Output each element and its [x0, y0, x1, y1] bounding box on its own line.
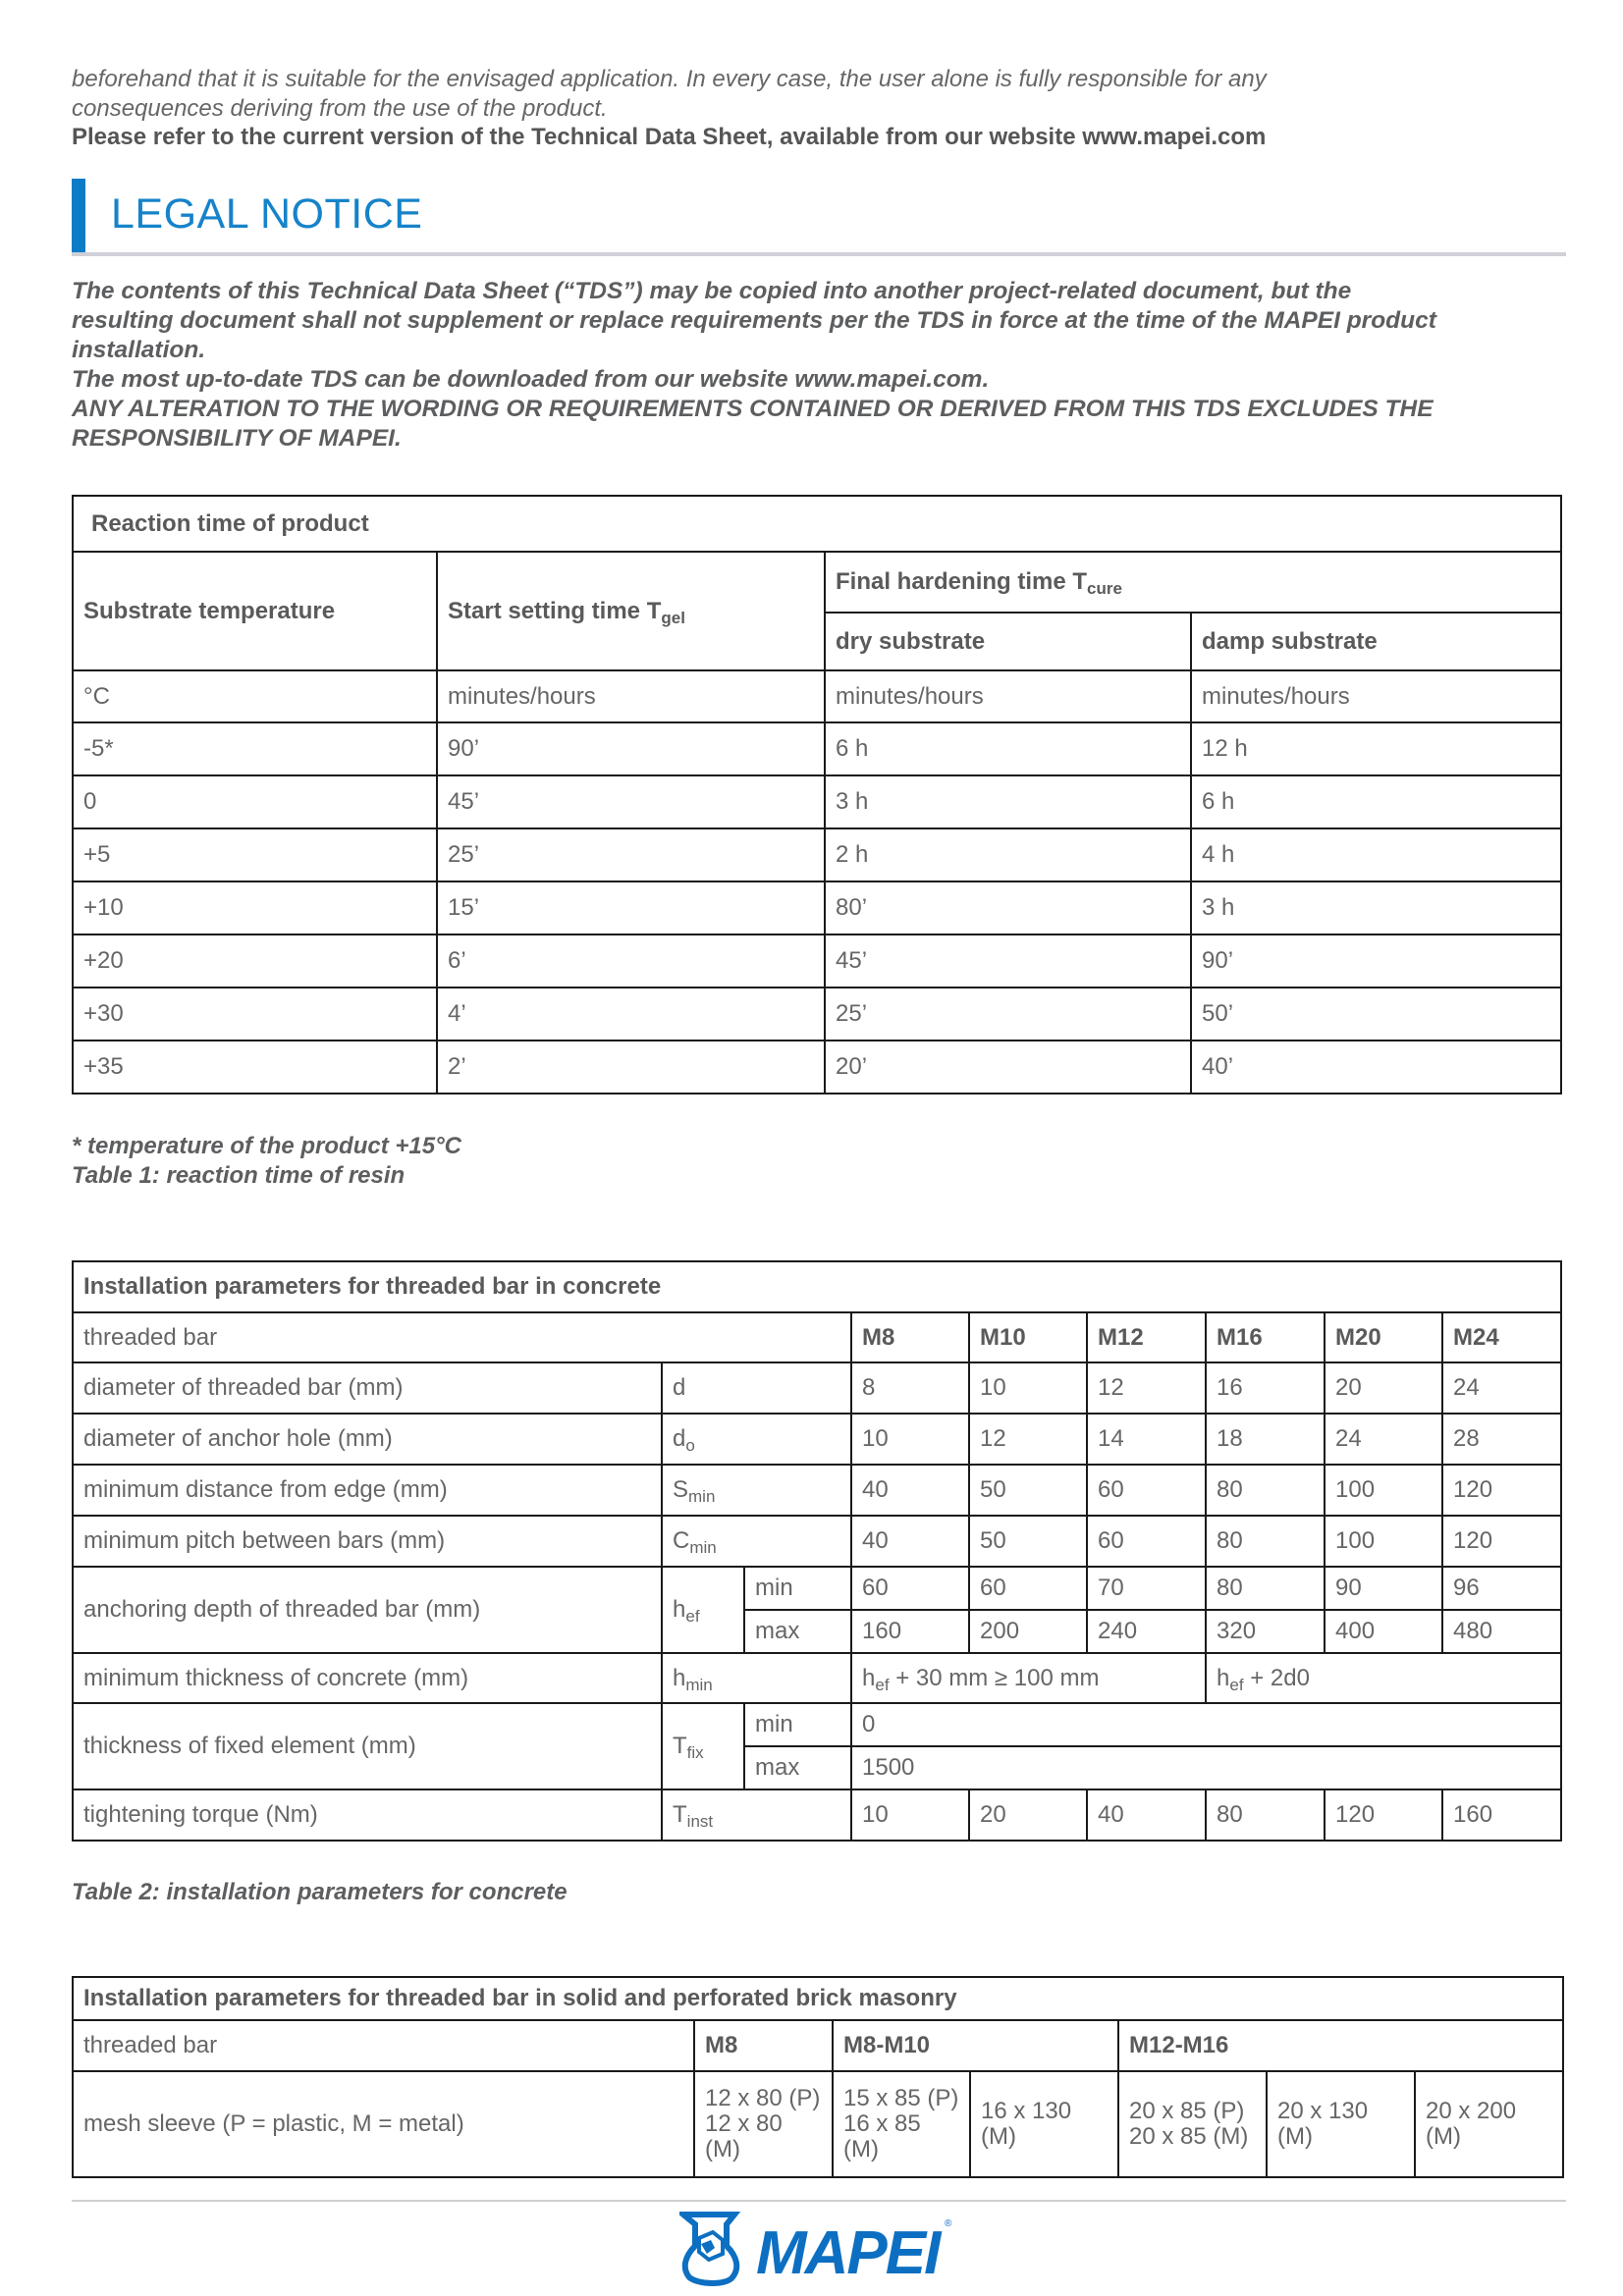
table-footnote: * temperature of the product +15°C [72, 1133, 462, 1159]
row-label: threaded bar [73, 2020, 694, 2071]
table-cell: 320 [1206, 1610, 1325, 1653]
table-cell: 24 [1325, 1414, 1442, 1465]
table-cell: 20 [1325, 1362, 1442, 1414]
table-cell: 25’ [437, 828, 825, 881]
table-cell: 96 [1442, 1567, 1561, 1610]
table-cell: +10 [73, 881, 437, 934]
column-header: M12 [1087, 1312, 1206, 1362]
table-cell: 60 [1087, 1516, 1206, 1567]
table-cell: +20 [73, 934, 437, 988]
column-header: M12-M16 [1118, 2020, 1563, 2071]
column-header: M16 [1206, 1312, 1325, 1362]
table-row [73, 775, 1561, 828]
table-cell: 16 x 130 (M) [970, 2071, 1118, 2177]
table-cell: 16 [1206, 1362, 1325, 1414]
table-cell: 60 [969, 1567, 1087, 1610]
table-row [73, 1789, 1561, 1841]
table-cell: $h_{ef} + 2d0$ [1206, 1653, 1561, 1703]
legal-line: The contents of this Technical Data Sheet (“TDS”) may be copied into another project-related document, but the [72, 278, 1352, 304]
table-cell: 1500 [851, 1746, 1561, 1789]
max-label: max [744, 1610, 851, 1653]
table-cell: 6 h [825, 722, 1191, 775]
table-cell: 80 [1206, 1465, 1325, 1516]
tds-reference: Please refer to the current version of the Technical Data Sheet, available from our website www.mapei.com [72, 124, 1267, 150]
section-divider [72, 252, 1566, 256]
intro-line: beforehand that it is suitable for the envisaged application. In every case, the user alone is fully responsible for any [72, 66, 1267, 92]
svg-text:MAPEI: MAPEI [756, 2219, 940, 2287]
column-header: dry substrate [825, 613, 1191, 670]
intro-paragraph [72, 65, 1564, 152]
table-cell: 50 [969, 1465, 1087, 1516]
table-cell: 10 [851, 1789, 969, 1841]
table-cell: 80’ [825, 881, 1191, 934]
table-row [73, 1041, 1561, 1094]
table-cell: 40 [851, 1465, 969, 1516]
table-cell: 50’ [1191, 988, 1561, 1041]
table-cell: $h_{ef} + 30$ mm ≥ 100 mm [851, 1653, 1206, 1703]
symbol: d [662, 1362, 851, 1414]
table-cell: 15 x 85 (P) 16 x 85 (M) [833, 2071, 970, 2177]
section-accent-bar [72, 179, 85, 253]
table-cell: 400 [1325, 1610, 1442, 1653]
table-cell: 18 [1206, 1414, 1325, 1465]
table-cell: 40’ [1191, 1041, 1561, 1094]
column-header: M8-M10 [833, 2020, 1118, 2071]
table-cell: 20 [969, 1789, 1087, 1841]
table-title: Installation parameters for threaded bar in solid and perforated brick masonry [73, 1977, 1563, 2020]
table-cell: 2 h [825, 828, 1191, 881]
table-cell: 12 x 80 (P) 12 x 80 (M) [694, 2071, 833, 2177]
table-row [73, 2071, 1563, 2177]
table-row [73, 828, 1561, 881]
symbol: $h_{min}$ [662, 1653, 851, 1703]
table-cell: 3 h [825, 775, 1191, 828]
table-cell: +5 [73, 828, 437, 881]
table-cell: 2’ [437, 1041, 825, 1094]
table-cell: 80 [1206, 1567, 1325, 1610]
table-cell: +35 [73, 1041, 437, 1094]
table-cell: 40 [851, 1516, 969, 1567]
table-row [73, 934, 1561, 988]
table-cell: 6 h [1191, 775, 1561, 828]
row-label: thickness of fixed element (mm) [73, 1703, 662, 1789]
table-cell: 12 [1087, 1362, 1206, 1414]
table-cell: minutes/hours [1191, 670, 1561, 722]
table-cell: 240 [1087, 1610, 1206, 1653]
intro-line: consequences deriving from the use of the product. [72, 94, 608, 122]
table-cell: 12 [969, 1414, 1087, 1465]
row-label: anchoring depth of threaded bar (mm) [73, 1567, 662, 1653]
symbol: $T_{fix}$ [662, 1703, 744, 1789]
table-title: Installation parameters for threaded bar in concrete [73, 1261, 1561, 1312]
table-row [73, 1567, 1561, 1610]
table-cell: 480 [1442, 1610, 1561, 1653]
table-cell: 20 x 85 (P) 20 x 85 (M) [1118, 2071, 1267, 2177]
table-cell: 60 [851, 1567, 969, 1610]
table-cell: 45’ [825, 934, 1191, 988]
svg-text:®: ® [945, 2218, 952, 2229]
table-cell: 10 [851, 1414, 969, 1465]
column-header: Final hardening time $T_{cure}$ [825, 552, 1561, 613]
table-cell: °C [73, 670, 437, 722]
min-label: min [744, 1567, 851, 1610]
table-cell: 4’ [437, 988, 825, 1041]
table-cell: 200 [969, 1610, 1087, 1653]
table-row [73, 1703, 1561, 1746]
table-cell: 20 x 130 (M) [1267, 2071, 1415, 2177]
column-header: M8 [694, 2020, 833, 2071]
symbol: $C_{min}$ [662, 1516, 851, 1567]
legal-line: The most up-to-date TDS can be downloaded from our website www.mapei.com. [72, 366, 990, 393]
legal-line: ANY ALTERATION TO THE WORDING OR REQUIREMENTS CONTAINED OR DERIVED FROM THIS TDS EXCLUDES THE [72, 396, 1434, 422]
table-cell: +30 [73, 988, 437, 1041]
symbol: $d_o$ [662, 1414, 851, 1465]
section-title-legal-notice: LEGAL NOTICE [111, 190, 423, 238]
column-header: M10 [969, 1312, 1087, 1362]
legal-line: RESPONSIBILITY OF MAPEI. [72, 425, 402, 452]
column-header: damp substrate [1191, 613, 1561, 670]
column-header: Start setting time $T_{gel}$ [437, 552, 825, 670]
table-cell: 25’ [825, 988, 1191, 1041]
table-cell: 90’ [437, 722, 825, 775]
table-cell: 120 [1442, 1465, 1561, 1516]
reaction-time-table [72, 495, 1562, 1095]
table-cell: 80 [1206, 1789, 1325, 1841]
table-cell: 4 h [1191, 828, 1561, 881]
table-cell: 160 [1442, 1789, 1561, 1841]
legal-notice-body [72, 277, 1574, 454]
symbol: $S_{min}$ [662, 1465, 851, 1516]
table-cell: 14 [1087, 1414, 1206, 1465]
concrete-installation-table [72, 1260, 1562, 1842]
masonry-installation-table [72, 1976, 1564, 2178]
table-cell: 90’ [1191, 934, 1561, 988]
table-row [73, 1465, 1561, 1516]
table-cell: 90 [1325, 1567, 1442, 1610]
symbol: $T_{inst}$ [662, 1789, 851, 1841]
row-label: mesh sleeve (P = plastic, M = metal) [73, 2071, 694, 2177]
table-cell: 120 [1442, 1516, 1561, 1567]
table-cell: 70 [1087, 1567, 1206, 1610]
table-cell: 20’ [825, 1041, 1191, 1094]
table-cell: 0 [851, 1703, 1561, 1746]
row-label: minimum distance from edge (mm) [73, 1465, 662, 1516]
mapei-logo [679, 2209, 964, 2287]
table-row [73, 1362, 1561, 1414]
table-row [73, 881, 1561, 934]
table-cell: 120 [1325, 1789, 1442, 1841]
row-label: threaded bar [73, 1312, 851, 1362]
table-title: Reaction time of product [73, 496, 1561, 552]
table-cell: 15’ [437, 881, 825, 934]
table-cell: 80 [1206, 1516, 1325, 1567]
table-row [73, 722, 1561, 775]
table-cell: 6’ [437, 934, 825, 988]
table-cell: 8 [851, 1362, 969, 1414]
symbol: $h_{ef}$ [662, 1567, 744, 1653]
table-cell: 160 [851, 1610, 969, 1653]
table-row [73, 988, 1561, 1041]
table-caption: Table 2: installation parameters for concrete [72, 1879, 568, 1905]
table-cell: 45’ [437, 775, 825, 828]
min-label: min [744, 1703, 851, 1746]
table-cell: 28 [1442, 1414, 1561, 1465]
table-cell: 50 [969, 1516, 1087, 1567]
table-cell: 40 [1087, 1789, 1206, 1841]
legal-line: installation. [72, 337, 206, 363]
table-cell: 12 h [1191, 722, 1561, 775]
table-cell: 20 x 200 (M) [1415, 2071, 1563, 2177]
table-row [73, 1516, 1561, 1567]
row-label: diameter of threaded bar (mm) [73, 1362, 662, 1414]
row-label: minimum pitch between bars (mm) [73, 1516, 662, 1567]
table-cell: 10 [969, 1362, 1087, 1414]
row-label: diameter of anchor hole (mm) [73, 1414, 662, 1465]
table-cell: 100 [1325, 1465, 1442, 1516]
table-cell: 0 [73, 775, 437, 828]
column-header: M20 [1325, 1312, 1442, 1362]
table-row [73, 1653, 1561, 1703]
max-label: max [744, 1746, 851, 1789]
table-cell: 100 [1325, 1516, 1442, 1567]
legal-line: resulting document shall not supplement or replace requirements per the TDS in force at the time of the MAPEI product [72, 307, 1436, 334]
table-cell: minutes/hours [437, 670, 825, 722]
mapei-logo-icon [679, 2209, 964, 2287]
row-label: tightening torque (Nm) [73, 1789, 662, 1841]
table-cell: 3 h [1191, 881, 1561, 934]
row-label: minimum thickness of concrete (mm) [73, 1653, 662, 1703]
table-caption: Table 1: reaction time of resin [72, 1162, 406, 1189]
table-cell: 60 [1087, 1465, 1206, 1516]
column-header: M24 [1442, 1312, 1561, 1362]
table-cell: 24 [1442, 1362, 1561, 1414]
column-header: M8 [851, 1312, 969, 1362]
table-cell: minutes/hours [825, 670, 1191, 722]
column-header: Substrate temperature [73, 552, 437, 670]
unit-row [73, 670, 1561, 722]
table-row [73, 1414, 1561, 1465]
table-cell: -5* [73, 722, 437, 775]
footer-divider [72, 2200, 1566, 2202]
